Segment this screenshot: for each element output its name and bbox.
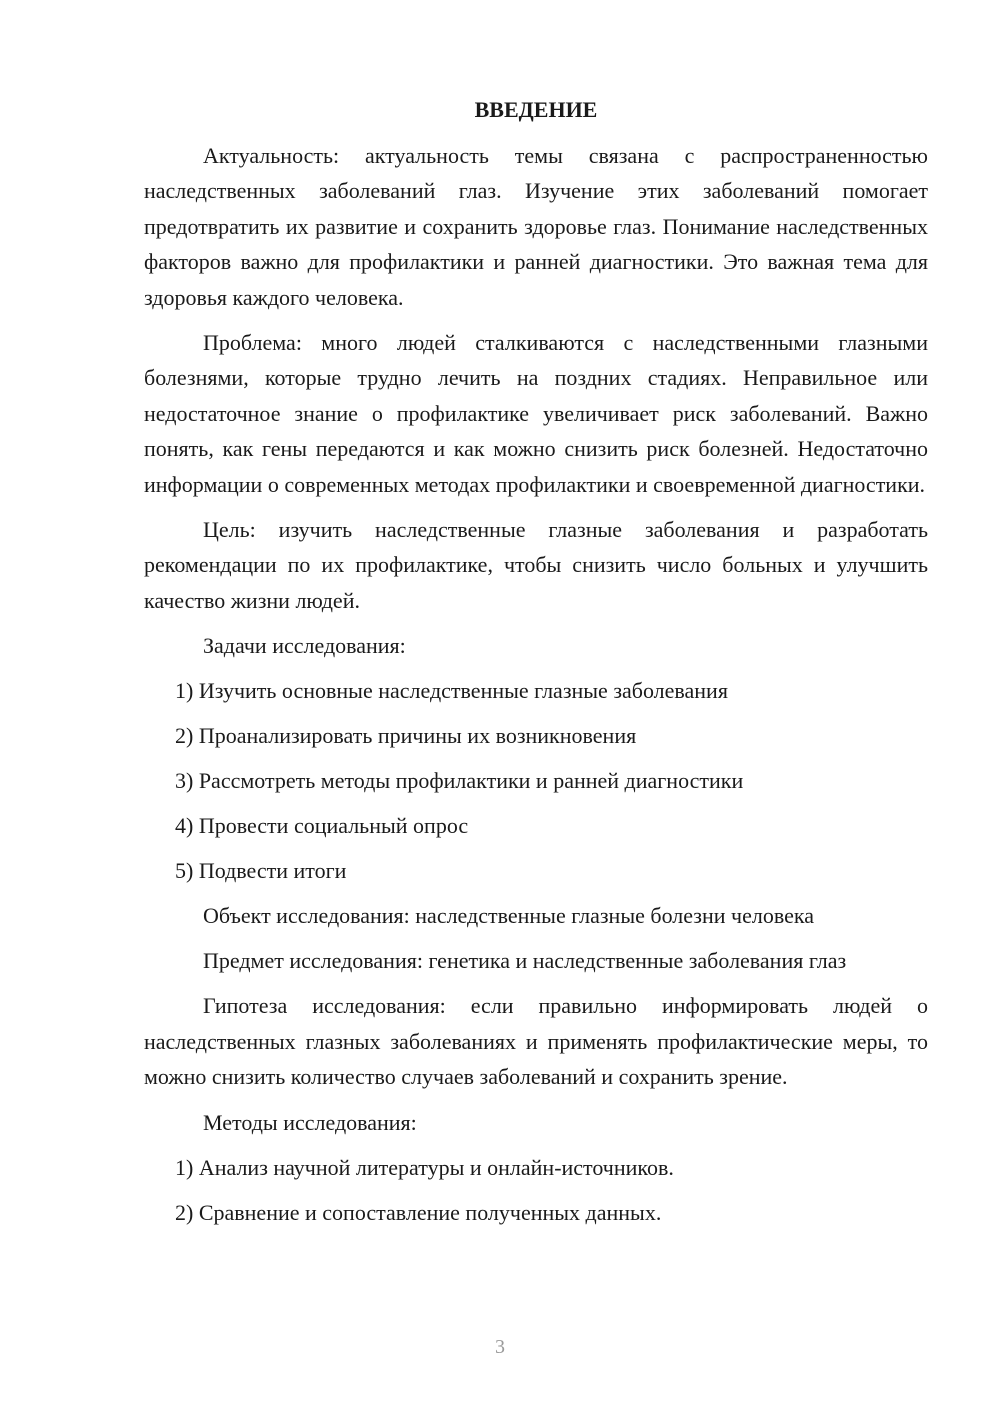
page-title: ВВЕДЕНИЕ	[474, 97, 598, 122]
methods-list	[144, 1150, 928, 1230]
list-item: 2) Проанализировать причины их возникновения	[175, 723, 637, 749]
goal-paragraph: Цель: изучить наследственные глазные заболевания и разработать рекомендации по их профилактике, чтобы снизить число больных и улучшить качество жизни людей.	[144, 517, 928, 613]
document-page	[144, 94, 928, 1240]
hypothesis-paragraph: Гипотеза исследования: если правильно информировать людей о наследственных глазных заболеваниях и применять профилактические меры, то можно снизить количество случаев заболеваний и сохранить зрение.	[144, 993, 928, 1090]
list-item: 3) Рассмотреть методы профилактики и ранней диагностики	[175, 768, 744, 794]
object-paragraph: Объект исследования: наследственные глазные болезни человека	[203, 903, 814, 929]
methods-label: Методы исследования:	[203, 1109, 417, 1135]
list-item: 5) Подвести итоги	[175, 858, 347, 884]
list-item: 4) Провести социальный опрос	[175, 813, 469, 839]
tasks-list	[144, 673, 928, 888]
list-item: 2) Сравнение и сопоставление полученных данных.	[175, 1199, 662, 1225]
subject-paragraph: Предмет исследования: генетика и наследственные заболевания глаз	[203, 948, 847, 974]
tasks-label: Задачи исследования:	[203, 633, 406, 659]
list-item: 1) Анализ научной литературы и онлайн-источников.	[175, 1154, 674, 1180]
list-item: 1) Изучить основные наследственные глазные заболевания	[175, 678, 728, 704]
page-number: 3	[495, 1336, 505, 1358]
problem-paragraph: Проблема: много людей сталкиваются с наследственными глазными болезнями, которые трудно лечить на поздних стадиях. Неправильное или недостаточное знание о профилактике увеличивает риск заболеваний. Важно понять, как гены передаются и как можно снизить риск болезней. Недостаточно информации о современных методах профилактики и своевременной диагностики.	[144, 330, 928, 497]
relevance-paragraph: Актуальность: актуальность темы связана с распространенностью наследственных заболеваний глаз. Изучение этих заболеваний помогает предотвратить их развитие и сохранить здоровье глаз. Понимание наследственных факторов важно для профилактики и ранней диагностики. Это важная тема для здоровья каждого человека.	[144, 143, 928, 310]
